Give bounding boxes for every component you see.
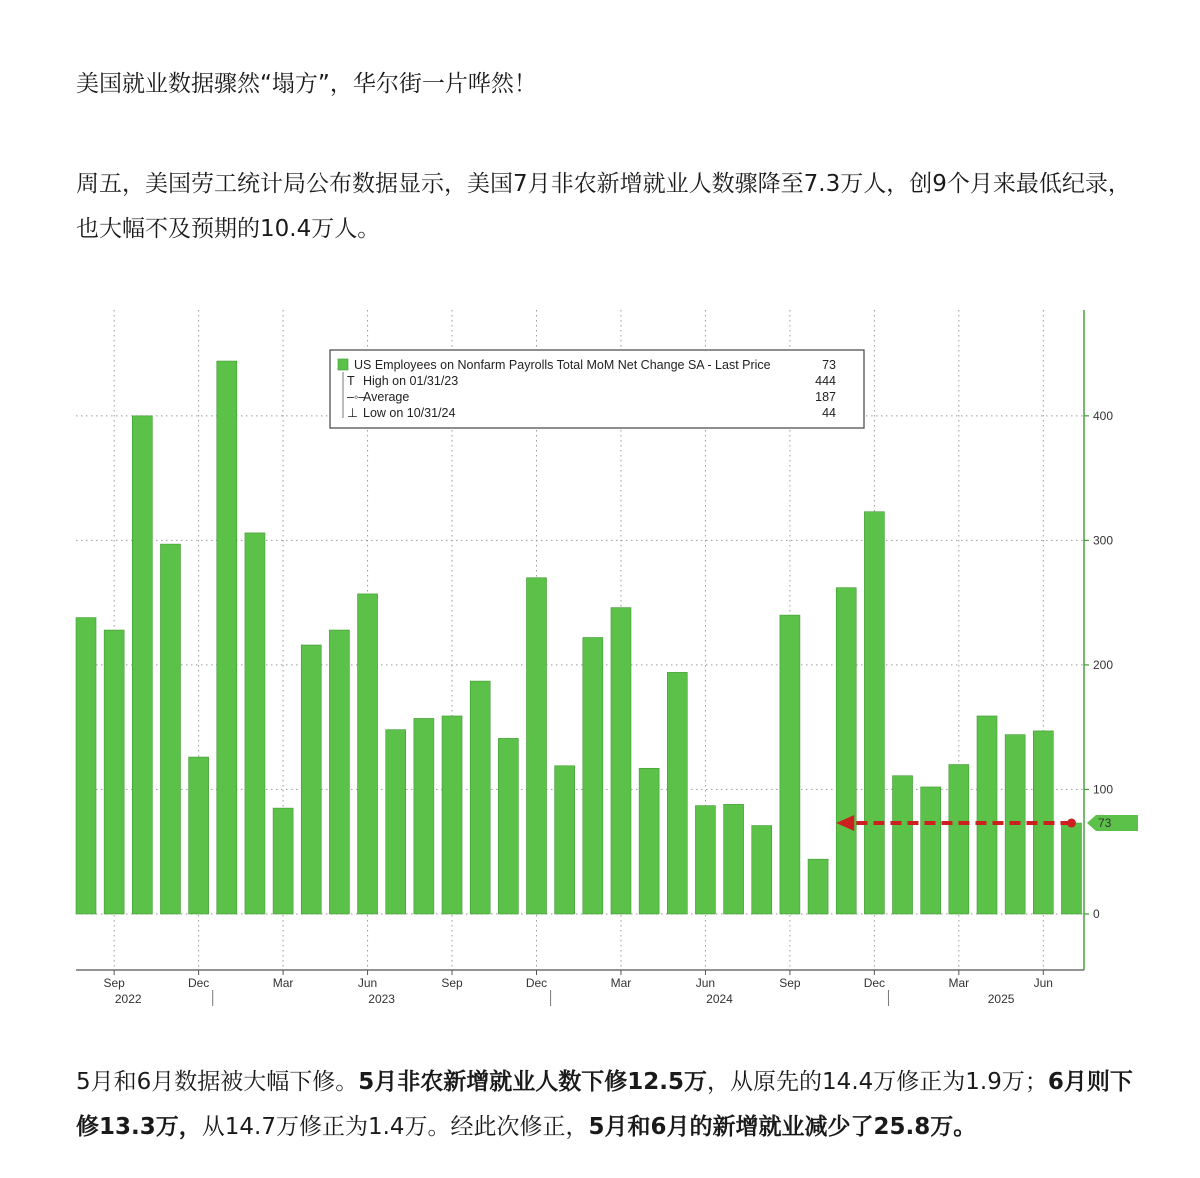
bar <box>442 716 462 914</box>
legend-title: US Employees on Nonfarm Payrolls Total MoM Net Change SA - Last Price <box>354 358 771 372</box>
x-tick-label: Mar <box>610 976 632 990</box>
bar <box>160 544 180 914</box>
last-price-tag-label: 73 <box>1098 816 1112 831</box>
legend-swatch <box>338 359 348 370</box>
y-tick-label: 400 <box>1093 408 1114 423</box>
legend-row-label: Low on 10/31/24 <box>363 406 456 420</box>
bar <box>611 608 631 914</box>
revision-text-segment: 5月和6月数据被大幅下修。 <box>76 1069 359 1095</box>
x-tick-label: Sep <box>441 976 463 990</box>
bar <box>639 768 659 914</box>
x-tick-label: Dec <box>863 976 886 990</box>
legend-row-value: 187 <box>815 390 836 404</box>
y-tick-label: 200 <box>1093 657 1114 672</box>
bar <box>780 615 800 914</box>
bar <box>864 512 884 914</box>
bar <box>583 638 603 914</box>
bar <box>1061 823 1081 914</box>
x-tick-label: Mar <box>272 976 294 990</box>
bar <box>724 804 744 914</box>
x-tick-label: Jun <box>357 976 378 990</box>
legend-row-value: 444 <box>815 374 836 388</box>
bar <box>949 765 969 914</box>
legend-row-icon: ⊥ <box>347 406 358 420</box>
chart-bars <box>76 361 1081 914</box>
x-tick-label: Sep <box>779 976 801 990</box>
bar <box>301 645 321 914</box>
x-tick-label: Jun <box>1033 976 1053 990</box>
bar <box>695 806 715 914</box>
x-tick-label: Sep <box>103 976 125 990</box>
bar <box>893 776 913 914</box>
legend-row-value: 44 <box>822 406 836 420</box>
revision-text-segment: 6月则下修13.3万， <box>76 1069 1133 1140</box>
bar <box>414 718 434 914</box>
headline-paragraph: 美国就业数据骤然“塌方”，华尔街一片哗然！ <box>76 71 537 97</box>
bar <box>189 757 209 914</box>
bar <box>104 630 124 914</box>
legend-row-icon: –◦– <box>347 390 366 404</box>
year-label: 2023 <box>368 992 395 1006</box>
legend-last-value: 73 <box>822 358 836 372</box>
payrolls-bar-chart <box>0 300 1200 1020</box>
y-tick-label: 300 <box>1093 533 1114 548</box>
y-tick-label: 0 <box>1093 906 1100 921</box>
bar <box>386 730 406 914</box>
bar <box>273 808 293 914</box>
bar <box>76 618 96 914</box>
revision-text-segment: 从14.7万修正为1.4万。经此次修正， <box>201 1114 589 1140</box>
bar <box>132 416 152 914</box>
x-tick-label: Dec <box>525 976 548 990</box>
bar <box>358 594 378 914</box>
bar <box>836 588 856 914</box>
bar <box>498 738 518 914</box>
summary-paragraph: 周五，美国劳工统计局公布数据显示，美国7月非农新增就业人数骤降至7.3万人，创9个月来最低纪录，也大幅不及预期的10.4万人。 <box>76 171 1131 242</box>
legend-row-label: High on 01/31/23 <box>363 374 459 388</box>
revision-text-segment: 5月和6月的新增就业减少了25.8万。 <box>588 1114 977 1140</box>
bar <box>555 766 575 914</box>
y-tick-label: 100 <box>1093 782 1114 797</box>
bar <box>470 681 490 914</box>
x-tick-label: Dec <box>187 976 210 990</box>
arrow-origin-dot <box>1067 819 1076 828</box>
chart-legend <box>330 350 864 428</box>
bar <box>245 533 265 914</box>
legend-row-label: Average <box>363 390 410 404</box>
bar <box>329 630 349 914</box>
bar <box>808 859 828 914</box>
last-price-tag <box>1087 815 1138 831</box>
bar <box>667 672 687 914</box>
legend-row-icon: T <box>347 374 355 388</box>
revision-paragraph <box>76 1060 1146 1150</box>
bar <box>921 787 941 914</box>
bar <box>752 826 772 914</box>
bar <box>977 716 997 914</box>
bar <box>527 578 547 914</box>
x-tick-label: Jun <box>695 976 716 990</box>
revision-text-segment: ，从原先的14.4万修正为1.9万； <box>707 1069 1048 1095</box>
year-label: 2025 <box>987 992 1015 1006</box>
bar <box>217 361 237 914</box>
x-tick-label: Mar <box>948 976 970 990</box>
year-label: 2024 <box>706 992 733 1006</box>
year-label: 2022 <box>114 992 142 1006</box>
revision-text-segment: 5月非农新增就业人数下修12.5万 <box>358 1069 708 1095</box>
